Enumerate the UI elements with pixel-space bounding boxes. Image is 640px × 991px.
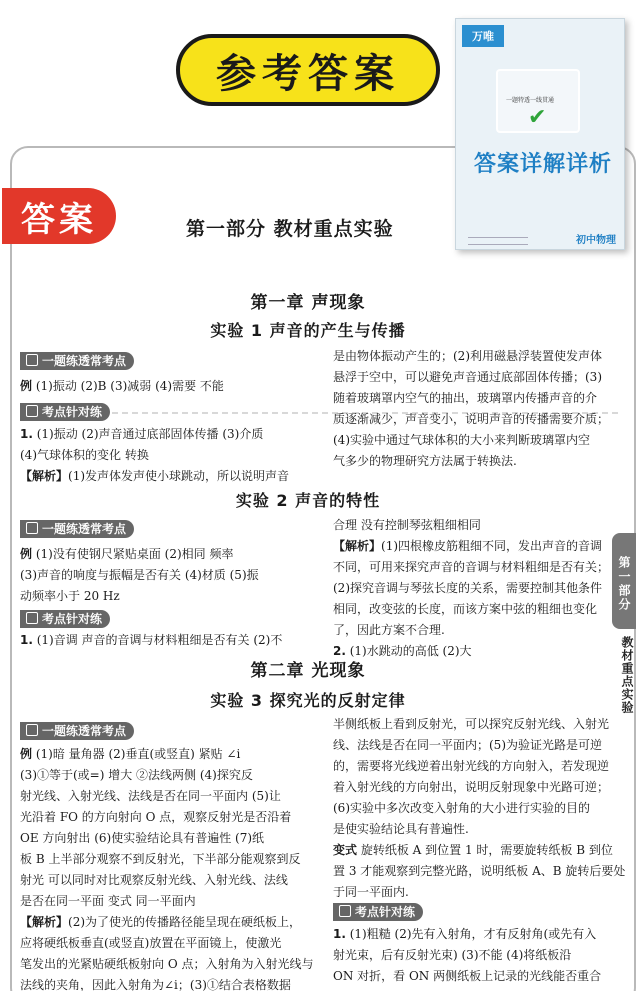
text-line: 应将硬纸板垂直(或竖直)放置在平面镜上，使激光 — [20, 936, 282, 950]
exp1-left-example — [20, 376, 312, 397]
exp3-right — [333, 714, 626, 903]
text-line: 着入射光线的方向射出，说明反射现象中光路可逆； — [333, 780, 610, 794]
text-line: 射光 可以同时对比观察反射光线、入射光线、法线 — [20, 873, 288, 887]
text-line: 射光线、入射光线、法线是否在同一平面内 (5)让 — [20, 789, 281, 803]
section-tag — [20, 722, 134, 740]
check-icon: ✔ — [528, 105, 547, 130]
text-line: 【解析】(1)发声体发声使小球跳动，所以说明声音 — [20, 469, 290, 483]
text-line: 法线的夹角，因此入射角为∠i；(3)①结合表格数据 — [20, 978, 291, 991]
cover-lines — [468, 237, 528, 245]
text-line: 射光束，后有反射光束) (3)不能 (4)将纸板沿 — [333, 948, 572, 962]
text-line: 悬浮于空中，可以避免声音通过底部固体传播；(3) — [333, 370, 602, 384]
text-line: 的，需要将光线逆着出射光线的方向射入，若发现逆 — [333, 759, 610, 773]
book-subject — [576, 231, 616, 246]
chapter-title-1: 第一章 声现象 — [250, 293, 366, 313]
exp1-left-answers — [20, 424, 312, 487]
exp1-right — [333, 346, 613, 472]
tag-icon — [26, 612, 38, 624]
tag-label: 一题练透常考点 — [42, 354, 127, 368]
text-line: 例 (1)振动 (2)B (3)减弱 (4)需要 不能 — [20, 379, 224, 393]
text-line: (3)声音的响度与振幅是否有关 (4)材质 (5)振 — [20, 568, 259, 582]
section-tag — [20, 610, 110, 628]
text-line: 气多少的物理研究方法属于转换法. — [333, 454, 517, 468]
side-tab-part: 第一部分 — [612, 533, 636, 629]
section-tag — [20, 352, 134, 370]
text-line: 笔发出的光紧贴硬纸板射向 O 点；入射角为入射光线与 — [20, 957, 314, 971]
tag-icon — [26, 522, 38, 534]
text-line: 不同，可用来探究声音的音调与材料粗细是否有关； — [333, 560, 610, 574]
experiment-title-3: 实验 3 探究光的反射定律 — [210, 691, 406, 710]
exp2-left-example — [20, 544, 312, 607]
text-line: (4)气球体积的变化 转换 — [20, 448, 149, 462]
exp3-right-answers — [333, 924, 613, 987]
section-tag — [333, 903, 423, 921]
answer-banner: 参考答案 — [176, 34, 440, 106]
chapter-title-2: 第二章 光现象 — [250, 661, 366, 681]
tag-icon — [26, 405, 38, 417]
text-line: 动频率小于 20 Hz — [20, 589, 120, 603]
text-line: OE 方向射出 (6)使实验结论具有普遍性 (7)纸 — [20, 831, 265, 845]
section-tag — [20, 520, 134, 538]
text-line: 板 B 上半部分观察不到反射光，下半部分能观察到反 — [20, 852, 301, 866]
text-line: 例 (1)没有使钢尺紧贴桌面 (2)相同 频率 — [20, 547, 234, 561]
text-line: (3)①等于(或=) 增大 ②法线两侧 (4)探究反 — [20, 768, 253, 782]
text-line: 合理 没有控制琴弦粗细相同 — [333, 518, 481, 532]
book-cover — [455, 18, 625, 250]
cover-slogan: 一题特透一线贯通 — [506, 97, 555, 104]
text-line: 是由物体振动产生的；(2)利用磁悬浮装置使发声体 — [333, 349, 602, 363]
part-title: 第一部分 教材重点实验 — [186, 218, 394, 240]
text-line: 光沿着 FO 的方向射向 O 点，观察反射光是否沿着 — [20, 810, 292, 824]
text-line: 1. (1)粗糙 (2)先有入射角，才有反射角(或先有入 — [333, 927, 597, 941]
text-line: (6)实验中多次改变入射角的大小进行实验的目的 — [333, 801, 590, 815]
text-line: 【解析】(2)为了使光的传播路径能呈现在硬纸板上， — [20, 915, 302, 929]
text-line: 2. (1)水跳动的高低 (2)大 — [333, 644, 472, 658]
text-line: 变式 旋转纸板 A 到位置 1 时，需要旋转纸板 B 到位 — [333, 843, 613, 857]
subject-prefix: 初中 — [576, 235, 596, 246]
text-line: 【解析】(1)四根橡皮筋粗细不同，发出声音的音调 — [333, 539, 603, 553]
experiment-title-1: 实验 1 声音的产生与传播 — [210, 321, 406, 340]
exp3-left — [20, 744, 312, 991]
text-line: 于同一平面内. — [333, 885, 409, 899]
text-line: (4)实验中通过气球体积的大小来判断玻璃罩内空 — [333, 433, 590, 447]
exp2-left-answers — [20, 630, 312, 651]
book-title: 答案详解详析 — [473, 152, 612, 177]
text-line: 半侧纸板上看到反射光，可以探究反射光线、入射光 — [333, 717, 610, 731]
text-line: 随着玻璃罩内空气的抽出，玻璃罩内传播声音的介 — [333, 391, 598, 405]
tag-label: 考点针对练 — [42, 405, 103, 419]
tag-label: 一题练透常考点 — [42, 724, 127, 738]
tag-icon — [26, 724, 38, 736]
text-line: 1. (1)音调 声音的音调与材料粗细是否有关 (2)不 — [20, 633, 283, 647]
tag-label: 一题练透常考点 — [42, 522, 127, 536]
text-line: ON 对折，看 ON 两侧纸板上记录的光线能否重合 — [333, 969, 602, 983]
section-tag — [20, 403, 110, 421]
exp2-right — [333, 515, 613, 662]
tag-label: 考点针对练 — [355, 905, 416, 919]
subject-name: 物理 — [596, 235, 616, 246]
side-section-label: 教材重点实验 — [620, 636, 634, 714]
answer-badge: 答案 — [2, 188, 116, 244]
brand-logo: 万唯 — [462, 25, 504, 47]
text-line: 是否在同一平面 变式 同一平面内 — [20, 894, 196, 908]
tag-icon — [339, 905, 351, 917]
tag-icon — [26, 354, 38, 366]
text-line: 了，因此方案不合理. — [333, 623, 445, 637]
text-line: 相同，改变弦的长度，而该方案中弦的粗细也变化 — [333, 602, 598, 616]
text-line: 例 (1)暗 量角器 (2)垂直(或竖直) 紧贴 ∠i — [20, 747, 241, 761]
text-line: 1. (1)振动 (2)声音通过底部固体传播 (3)介质 — [20, 427, 264, 441]
text-line: 质逐渐减少，声音变小，说明声音的传播需要介质； — [333, 412, 610, 426]
experiment-title-2: 实验 2 声音的特性 — [235, 491, 381, 510]
text-line: 是使实验结论具有普遍性. — [333, 822, 469, 836]
text-line: 线、法线是否在同一平面内；(5)为验证光路是可逆 — [333, 738, 602, 752]
text-line: 置 3 才能观察到完整光路，说明纸板 A、B 旋转后要处 — [333, 864, 626, 878]
text-line: (2)探究音调与琴弦长度的关系，需要控制其他条件 — [333, 581, 602, 595]
tag-label: 考点针对练 — [42, 612, 103, 626]
